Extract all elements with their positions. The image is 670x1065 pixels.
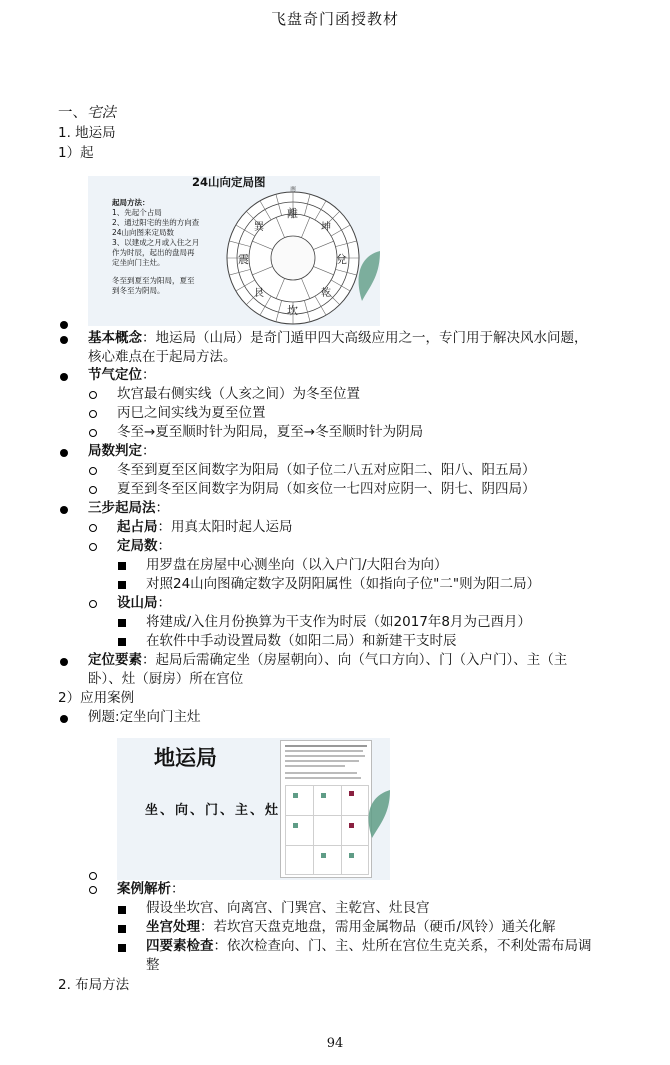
method-line: 1、先起个占局 (112, 208, 162, 217)
subsection-1-2: 2）应用案例 (58, 690, 135, 706)
analysis-sub3-text: ：依次检查向、门、主、灶所在宫位生克关系，不利处需布局调 (213, 938, 592, 954)
page-number: 94 (326, 1036, 344, 1051)
bullet-empty (89, 872, 97, 880)
bullet (118, 562, 126, 570)
bullet (89, 391, 97, 399)
chart-panel (280, 740, 372, 878)
figure2-subtitle: 坐、向、门、主、灶 (145, 803, 281, 818)
method-line: 3、以建成之月或入住之月 (112, 238, 200, 247)
solar-item: 节气定位： (88, 367, 156, 383)
bullet (60, 336, 68, 344)
bullet (118, 619, 126, 627)
nine-palace-grid (285, 785, 369, 875)
analysis-sub2-text: ：若坎宫天盘克地盘，需用金属物品（硬币/风铃）通关化解 (200, 919, 556, 935)
analysis-sub2-label: 坐宫处理 (146, 919, 200, 935)
bullet (60, 506, 68, 514)
section-heading (58, 104, 116, 123)
figure1-method (112, 198, 199, 296)
concept-text: ：地运局（山局）是奇门遁甲四大高级应用之一，专门用于解决风水问题， (142, 330, 588, 346)
step1-text: ：用真太阳时起人运局 (157, 519, 293, 535)
bullet (60, 658, 68, 666)
compass-diagram (218, 186, 368, 326)
figure2-title: 地运局 (154, 746, 217, 770)
bullet (89, 886, 97, 894)
judge-item: 局数判定： (88, 443, 156, 459)
method-line: 作为时辰，起出的盘局再 (112, 248, 195, 257)
subsection-1: 1. 地运局 (58, 125, 116, 141)
decorative-leaf-icon (362, 786, 390, 842)
compass-kan: 坎 (287, 304, 298, 317)
note-line: 到冬至为阴局。 (112, 286, 165, 295)
step1-label: 起占局 (117, 519, 158, 535)
step3-sub-2: 在软件中手动设置局数（如阳二局）和新建干支时辰 (146, 633, 457, 649)
compass-gen: 艮 (254, 288, 264, 299)
bullet (118, 581, 126, 589)
bullet (118, 944, 126, 952)
bullet (89, 543, 97, 551)
analysis-sub3-label: 四要素检查 (146, 938, 214, 954)
compass-dui: 兌 (336, 253, 347, 266)
step2-label: 定局数 (117, 538, 158, 554)
analysis-sub-1: 假设坐坎宫、向离宫、门巽宫、主乾宫、灶艮宫 (146, 900, 430, 916)
compass-kun: 坤 (321, 222, 331, 233)
step2-item: 定局数： (117, 538, 171, 554)
solar-sub-2: 丙巳之间实线为夏至位置 (117, 405, 266, 421)
judge-sub-1: 冬至到夏至区间数字为阳局（如子位二八五对应阳二、阳八、阳五局） (117, 462, 536, 478)
decorative-leaf-icon (350, 246, 380, 306)
judge-label: 局数判定 (88, 443, 142, 459)
concept-label: 基本概念 (88, 330, 142, 346)
method-title: 起局方法： (112, 198, 150, 207)
step2-sub-1: 用罗盘在房屋中心测坐向（以入户门/大阳台为向） (146, 557, 448, 573)
compass-zhen: 震 (238, 253, 249, 266)
figure-24-mountain-chart (88, 176, 380, 326)
bullet (60, 373, 68, 381)
concept-item (88, 329, 588, 348)
solar-sub-3: 冬至→夏至顺时针为阳局，夏至→冬至顺时针为阴局 (117, 424, 424, 440)
solar-label: 节气定位 (88, 367, 142, 383)
step3-label: 设山局 (117, 595, 158, 611)
analysis-label: 案例解析 (117, 881, 171, 897)
figure1-title: 24山向定局图 (192, 176, 266, 189)
method-line: 2、通过阳宅的坐的方向查 (112, 218, 200, 227)
bullet (60, 715, 68, 723)
bullet (89, 467, 97, 475)
solar-sub-1: 坎宫最右侧实线（人亥之间）为冬至位置 (117, 386, 360, 402)
key-text: ：起局后需确定坐（房屋朝向）、向（气口方向）、门（入户门）、主（主 (142, 652, 568, 668)
three-step-item: 三步起局法： (88, 500, 169, 516)
step3-item: 设山局： (117, 595, 171, 611)
key-item (88, 651, 567, 670)
bullet (89, 600, 97, 608)
document-header: 飞盘奇门函授教材 (270, 10, 399, 28)
section-heading-prefix: 一、 (58, 105, 87, 121)
key-text-2: 卧）、灶（厨房）所在宫位 (88, 671, 244, 687)
bullet (89, 524, 97, 532)
compass-xun: 巽 (254, 222, 264, 233)
subsection-2: 2. 布局方法 (58, 977, 130, 993)
compass-south-label: 南 (290, 186, 297, 193)
step2-sub-2: 对照24山向图确定数字及阴阳属性（如指向子位"二"则为阳二局） (146, 576, 541, 592)
bullet (89, 429, 97, 437)
analysis-sub-3-cont: 整 (146, 957, 160, 973)
analysis-item: 案例解析： (117, 881, 185, 897)
compass-li: 離 (287, 207, 298, 220)
concept-text-2: 核心难点在于起局方法。 (88, 349, 237, 365)
example-text: 定坐向门主灶 (119, 709, 201, 725)
bullet (60, 449, 68, 457)
bullet (118, 925, 126, 933)
analysis-sub-3 (146, 937, 592, 956)
example-item (88, 708, 201, 727)
bullet (89, 410, 97, 418)
judge-sub-2: 夏至到冬至区间数字为阴局（如亥位一七四对应阴一、阴七、阴四局） (117, 481, 536, 497)
step1-item (117, 518, 293, 537)
figure-earth-luck-chart (117, 738, 390, 880)
bullet (118, 638, 126, 646)
key-label: 定位要素 (88, 652, 142, 668)
analysis-sub-2 (146, 918, 556, 937)
bullet-empty (60, 321, 68, 329)
step3-sub-1: 将建成/入住月份换算为干支作为时辰（如2017年8月为己酉月） (146, 614, 531, 630)
compass-qian: 乾 (321, 288, 331, 299)
example-prefix: 例题: (88, 709, 120, 725)
method-line: 24山向图来定局数 (112, 228, 175, 237)
method-line: 定坐向门主灶。 (112, 258, 165, 267)
bullet (118, 906, 126, 914)
bullet (89, 486, 97, 494)
section-heading-italic: 宅法 (87, 105, 116, 121)
three-step-label: 三步起局法 (88, 500, 156, 516)
subsection-1-1: 1）起 (58, 145, 94, 161)
note-line: 冬至到夏至为阳局，夏至 (112, 276, 195, 285)
